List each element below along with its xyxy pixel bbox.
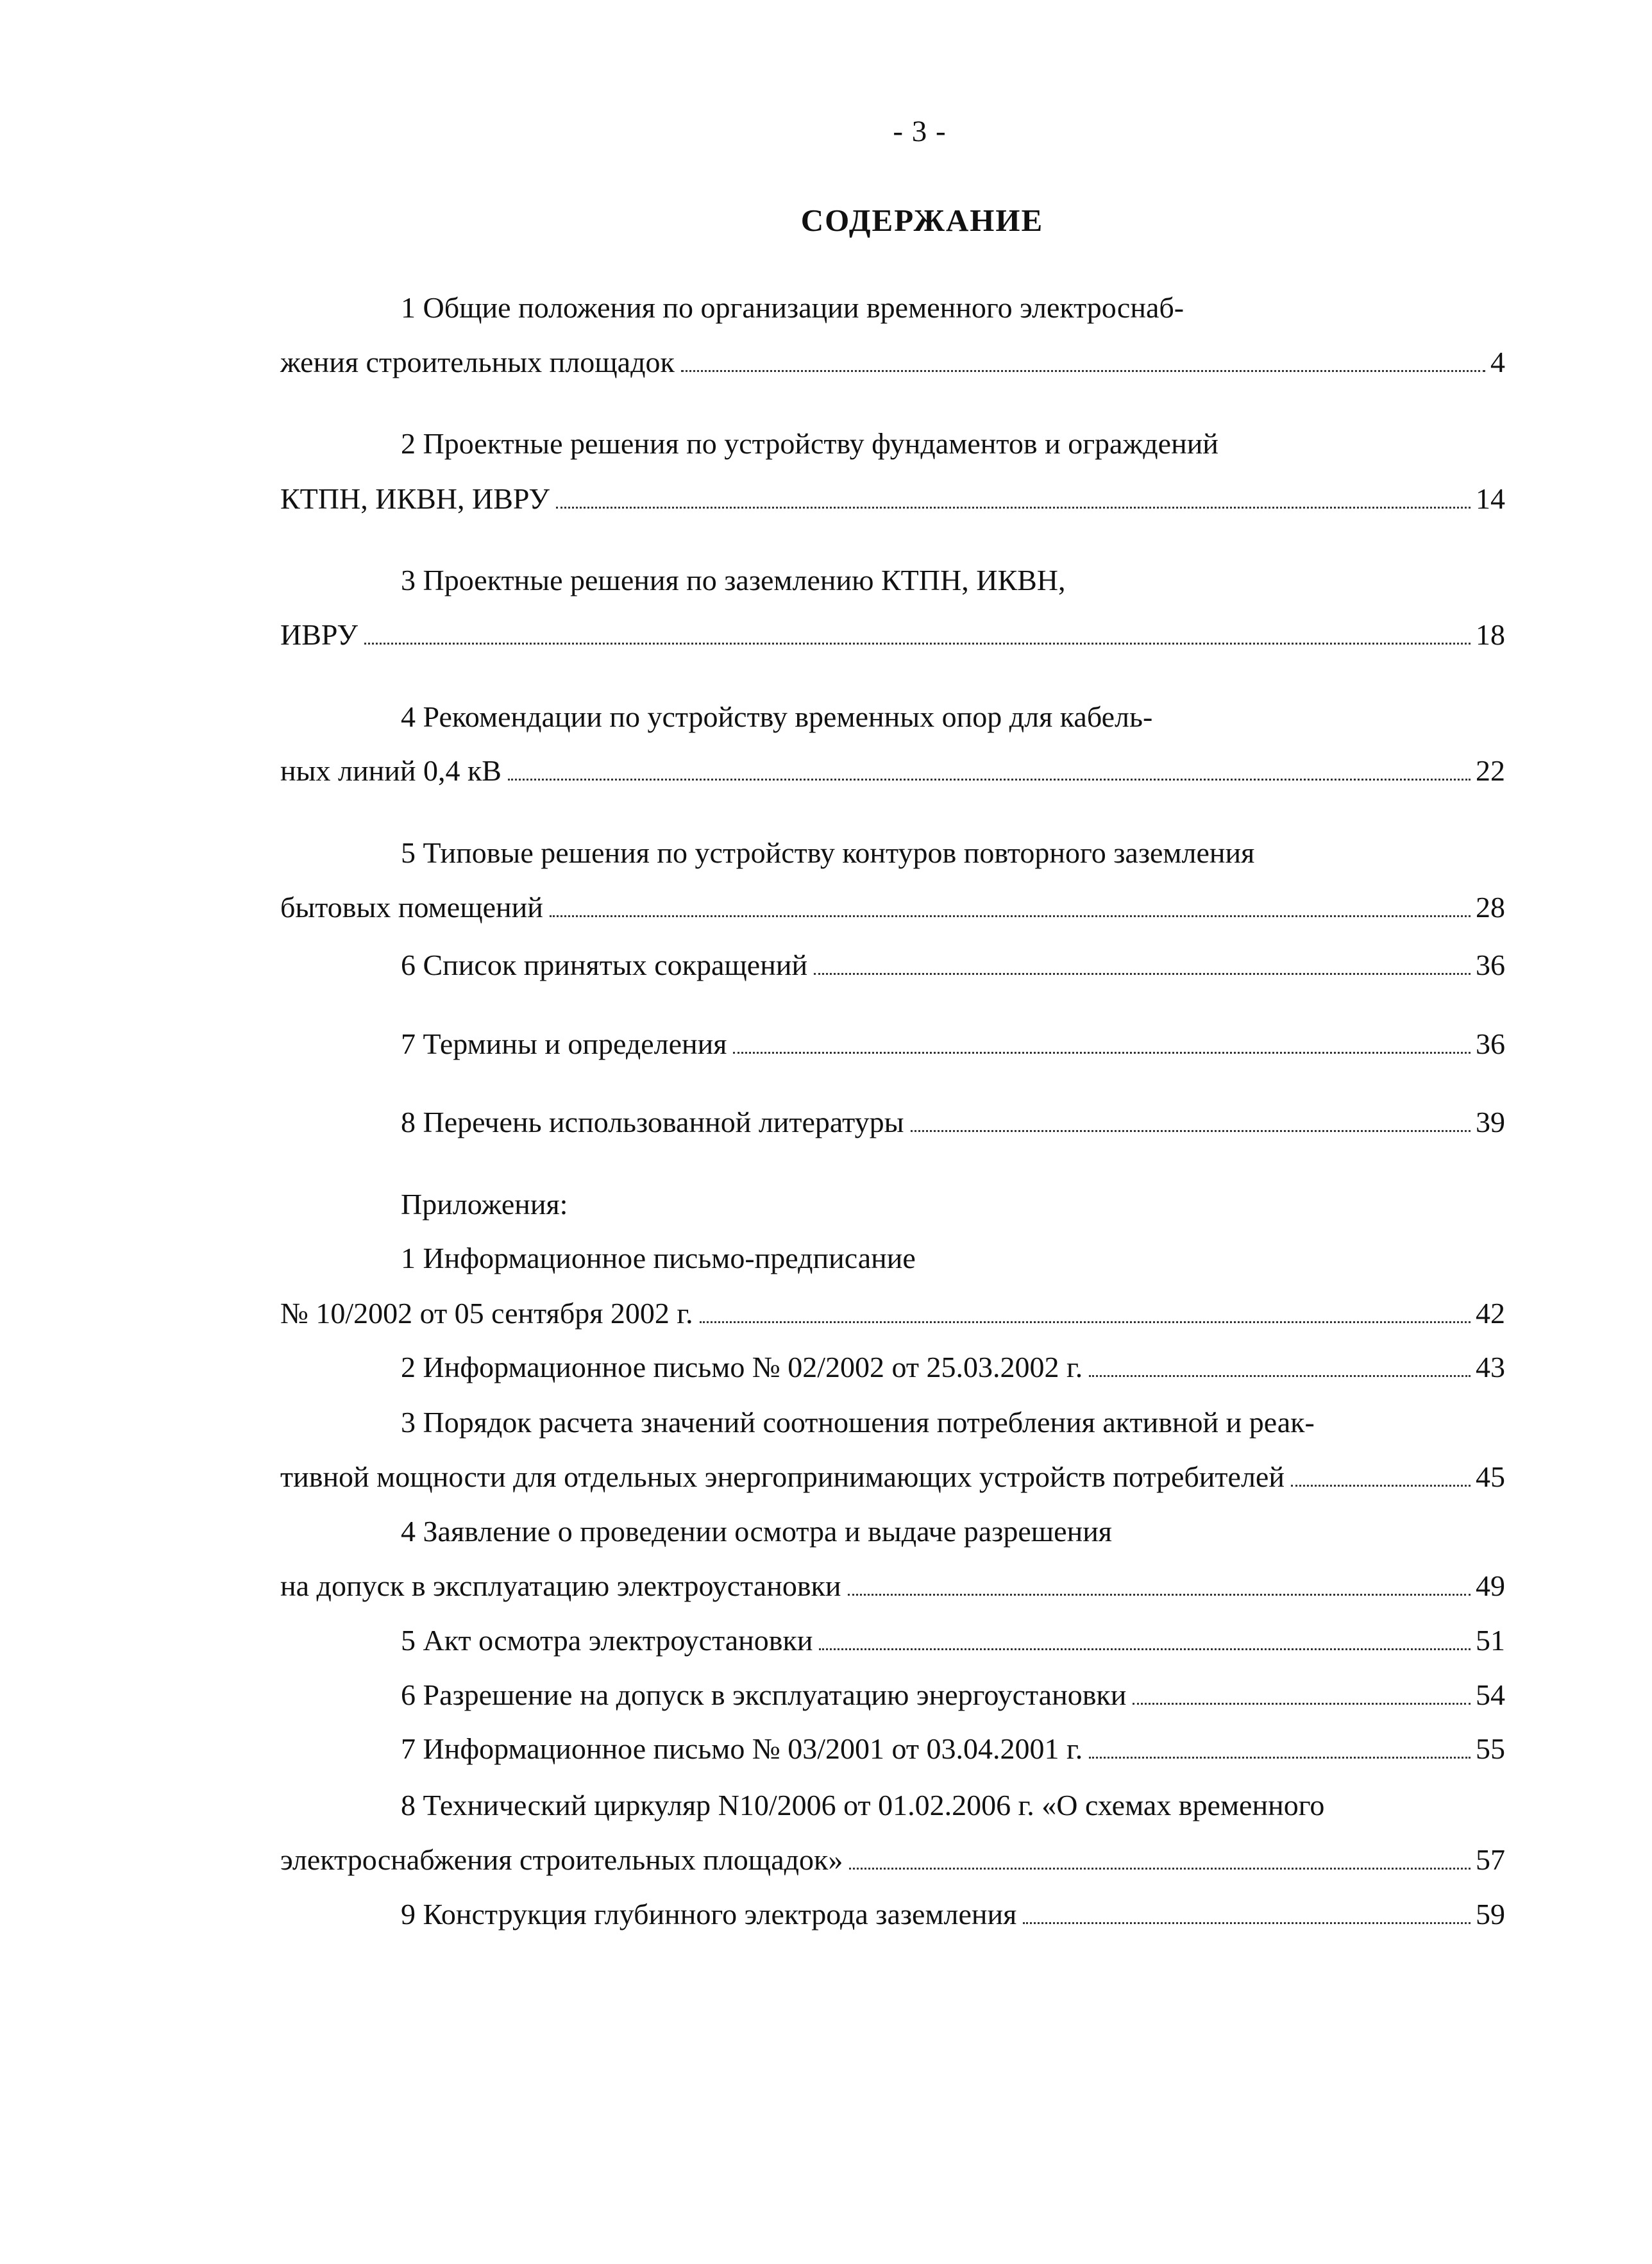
toc-section-5-text: 5 Типовые решения по устройству контуров повторного заземления [401, 836, 1255, 869]
toc-section-6-text: 6 Список принятых сокращений [401, 949, 808, 981]
toc-section-1-first-line [280, 289, 1505, 327]
dot-leader [819, 1648, 1471, 1650]
toc-section-5-entry [280, 888, 1505, 927]
dot-leader [700, 1321, 1471, 1323]
toc-section-7-text: 7 Термины и определения [401, 1027, 727, 1060]
dot-leader [550, 915, 1471, 917]
dot-leader [1291, 1484, 1471, 1487]
appendix-heading-text: Приложения: [401, 1188, 568, 1221]
toc-section-1-text-cont: жения строительных площадок [280, 346, 675, 378]
appendix-heading [280, 1185, 1505, 1224]
toc-section-4-text-cont: ных линий 0,4 кВ [280, 754, 501, 787]
dot-leader [733, 1051, 1471, 1054]
toc-appendix-1-page: 42 [1476, 1297, 1505, 1330]
toc-section-5-text-cont: бытовых помещений [280, 891, 543, 924]
toc-appendix-6-entry [280, 1676, 1505, 1714]
toc-appendix-6-text: 6 Разрешение на допуск в эксплуатацию энергоустановки [401, 1678, 1127, 1711]
toc-appendix-9-page: 59 [1476, 1898, 1505, 1930]
toc-appendix-1-text: 1 Информационное письмо-предписание [401, 1242, 916, 1274]
dot-leader [1089, 1756, 1471, 1759]
toc-appendix-2-entry [280, 1348, 1505, 1387]
toc-appendix-7-entry [280, 1730, 1505, 1768]
dot-leader [849, 1867, 1471, 1870]
toc-section-1-page: 4 [1490, 346, 1505, 378]
toc-section-6-page: 36 [1476, 949, 1505, 981]
toc-section-2-page: 14 [1476, 482, 1505, 515]
toc-section-1-entry [280, 343, 1505, 382]
toc-appendix-4-text-cont: на допуск в эксплуатацию электроустановки [280, 1569, 841, 1602]
toc-appendix-1-entry [280, 1294, 1505, 1333]
toc-section-4-text: 4 Рекомендации по устройству временных опор для кабель- [401, 700, 1153, 733]
toc-appendix-8-text: 8 Технический циркуляр N10/2006 от 01.02.2006 г. «О схемах временного [401, 1789, 1325, 1821]
toc-appendix-8-page: 57 [1476, 1843, 1505, 1876]
toc-section-8-entry [280, 1103, 1505, 1142]
toc-appendix-3-text: 3 Порядок расчета значений соотношения потребления активной и реак- [401, 1406, 1315, 1439]
toc-section-5-first-line [280, 834, 1505, 872]
toc-appendix-5-page: 51 [1476, 1624, 1505, 1657]
toc-section-2-first-line [280, 425, 1505, 463]
toc-section-8-text: 8 Перечень использованной литературы [401, 1106, 904, 1138]
toc-appendix-1-first-line [280, 1239, 1505, 1278]
dot-leader [681, 369, 1485, 372]
toc-appendix-8-first-line [280, 1786, 1505, 1825]
toc-section-7-page: 36 [1476, 1027, 1505, 1060]
toc-section-3-page: 18 [1476, 618, 1505, 651]
page-number: - 3 - [893, 115, 947, 148]
toc-section-2-entry [280, 480, 1505, 518]
toc-section-6-entry [280, 946, 1505, 984]
toc-appendix-5-text: 5 Акт осмотра электроустановки [401, 1624, 813, 1657]
toc-section-8-page: 39 [1476, 1106, 1505, 1138]
dot-leader [1089, 1374, 1471, 1377]
page-title: СОДЕРЖАНИЕ [800, 203, 1044, 238]
toc-appendix-8-text-cont: электроснабжения строительных площадок» [280, 1843, 843, 1876]
toc-appendix-3-first-line [280, 1403, 1505, 1442]
toc-section-4-entry [280, 752, 1505, 790]
toc-section-3-text: 3 Проектные решения по заземлению КТПН, ИКВН, [401, 564, 1066, 596]
dot-leader [1023, 1922, 1471, 1924]
dot-leader [911, 1129, 1471, 1132]
toc-appendix-2-page: 43 [1476, 1351, 1505, 1383]
toc-section-2-text: 2 Проектные решения по устройству фундаментов и ограждений [401, 427, 1218, 460]
toc-appendix-7-page: 55 [1476, 1732, 1505, 1765]
toc-section-7-entry [280, 1025, 1505, 1063]
toc-section-5-page: 28 [1476, 891, 1505, 924]
toc-appendix-3-text-cont: тивной мощности для отдельных энергопринимающих устройств потребителей [280, 1460, 1285, 1493]
toc-section-3-entry [280, 616, 1505, 654]
toc-appendix-1-text-cont: № 10/2002 от 05 сентября 2002 г. [280, 1297, 693, 1330]
dot-leader [814, 972, 1471, 975]
toc-appendix-9-text: 9 Конструкция глубинного электрода заземления [401, 1898, 1017, 1930]
toc-appendix-4-page: 49 [1476, 1569, 1505, 1602]
toc-appendix-8-entry [280, 1841, 1505, 1879]
toc-section-4-first-line [280, 698, 1505, 736]
toc-appendix-6-page: 54 [1476, 1678, 1505, 1711]
dot-leader [1133, 1702, 1471, 1705]
toc-section-2-text-cont: КТПН, ИКВН, ИВРУ [280, 482, 550, 515]
dot-leader [848, 1593, 1471, 1596]
toc-section-3-text-cont: ИВРУ [280, 618, 358, 651]
toc-section-1-text: 1 Общие положения по организации временного электроснаб- [401, 291, 1184, 324]
toc-section-3-first-line [280, 561, 1505, 600]
toc-appendix-7-text: 7 Информационное письмо № 03/2001 от 03.04.2001 г. [401, 1732, 1083, 1765]
toc-appendix-3-page: 45 [1476, 1460, 1505, 1493]
toc-appendix-5-entry [280, 1621, 1505, 1660]
toc-section-4-page: 22 [1476, 754, 1505, 787]
dot-leader [556, 506, 1471, 509]
toc-appendix-4-first-line [280, 1512, 1505, 1551]
dot-leader [364, 642, 1471, 645]
dot-leader [508, 778, 1471, 781]
toc-appendix-9-entry [280, 1895, 1505, 1934]
toc-appendix-4-text: 4 Заявление о проведении осмотра и выдаче разрешения [401, 1515, 1112, 1548]
toc-appendix-3-entry [280, 1458, 1505, 1496]
toc-appendix-2-text: 2 Информационное письмо № 02/2002 от 25.03.2002 г. [401, 1351, 1083, 1383]
toc-appendix-4-entry [280, 1567, 1505, 1605]
